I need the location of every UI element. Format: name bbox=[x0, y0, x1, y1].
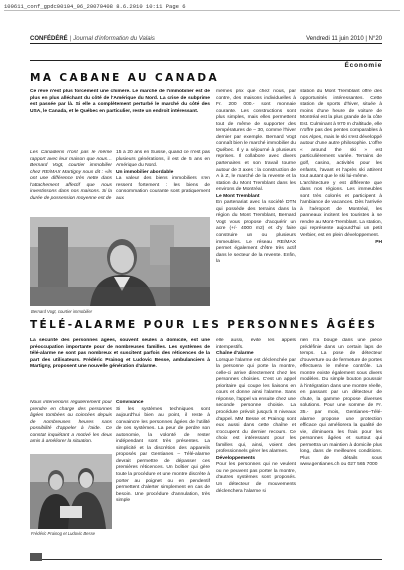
article1-column-3a-text: mêmes prix que chez nous, par contre, des maisons individuelles à Fr. 200 000.- sont monnaie courante. Les constructions sont plus simples, mais elles permettent tout de même de supporter des températures de – 30, comme l'hiver dernier par exemple. Bernard Vogt connaît bien le marché immobilier du Québec. Il y a séjourné à plusieurs reprises. Il collabore avec divers partenaires et son travail tourne autour de 3 axes : la construction de A à Z, le marché de la revente et la station du Mont Tremblant dans les environs de Montréal. bbox=[216, 89, 296, 193]
page-footer-rule bbox=[30, 559, 382, 560]
publication-name: CONFÉDÉRÉ bbox=[30, 36, 68, 42]
article1-column-1 bbox=[30, 150, 112, 214]
article1-column-3b-text: En partenariat avec la société DTN qui possède des terrains dans la région du Mont Tremblant, Bernard Vogt vous propose d'acquérir un acre (+/- 4000 m2) et d'y faire construire un ou plusieurs immeubles. Le réseau RE/MAX permet également d'être très actif dans le secteur de la revente. Enfin, la bbox=[216, 200, 296, 265]
article2-column-3a-text: elle aussi, évite les appels intempestifs. bbox=[216, 338, 296, 350]
photo-caption-prainog: Frédéric Prainog et Ludovic Besse bbox=[31, 531, 96, 536]
article2-column-4-text: rien n'a bougé dans une pièce prédéfinie dans un certain laps de temps. La pose de détecteur d'ouverture ou de fermeture de portes effectuera le même contrôle. La montre existe également sous divers modèles. Du simple bouton poussoir à l'intégration dans une montre réelle, en passant par un détecteur de chute, la gamme propose diverses solutions. Pour une somme de Fr. 35.- par mois, Gentianes–Télé-alarme propose une protection efficace qui améliorera la qualité de vie, diminuera les frais pour les personnes âgées et surtout qui permettra un maintien à domicile plus long, dans de meilleures conditions. Plus de détails sous www.gentianes.ch ou 027 565 7000 bbox=[300, 338, 382, 468]
article1-column-4a-text: station du Mont Tremblant offre des opportunités intéressantes. Cette station de sports d'hiver, située à moins d'une heure de voiture de Montréal est la plus grande de la côte Est. Culminant à 970 m d'altitude, elle n'offre pas des pentes comparables à nos Alpes, mais le ski s'est développé autour d'une autre philosophie. L'offre « around the ski » est particulièrement variée. Terrains de golf, casino, activités pour les enfants, l'avant et l'après ski attirent tout autant que le ski lui-même. bbox=[300, 89, 382, 180]
article1-subhead-tremblant: Le Mont Tremblant bbox=[216, 193, 260, 199]
page-header bbox=[30, 34, 382, 44]
article1-column-1-text: Les Canadiens n'ont pas le même rapport avec leur maison que nous… Bernard Vogt, courtier immobilier chez RE/MAX Martigny nous dit : «ils ont une différence très nette dans l'attachement affectif que nous investissons dans nos maisons. Si la durée de possession moyenne est de bbox=[30, 150, 112, 201]
article2-column-4 bbox=[300, 338, 382, 550]
article2-column-3 bbox=[216, 338, 296, 550]
article2-subhead-convivance: Convivance bbox=[116, 400, 144, 405]
article2-column-2-text: Si les systèmes techniques sont aujourd'hui bien au point, il reste à convaincre les personnes âgées de l'utilité de ces systèmes. La peur de perdre son autonomie, la volonté de rester indépendant sont très présentes. La simplicité et la discrétion des appareils proposés par Gentianes – Télé-alarme devrait permettre de dépasser ces premières réticences. Un boîtier qui gère toute la procédure et une montre discrète à porter au poignet ou en pendentif permettent d'alerter simplement en cas de besoin. Une procédure d'annulation, très simple bbox=[116, 406, 210, 504]
article1-lead bbox=[30, 89, 210, 148]
article2-column-2 bbox=[116, 400, 210, 550]
article1-column-2a-text: 15 à 20 ans en Suisse, quand ce n'est pas plusieurs générations, il est de 5 ans en Amérique du Nord. bbox=[116, 150, 210, 169]
photo-bernard-vogt bbox=[30, 217, 210, 306]
article-title-telealarme: TÉLÉ-ALARME POUR LES PERSONNES ÂGÉES bbox=[30, 319, 378, 331]
article2-column-1-text: Nous intervenons régulièrement pour prendre en charge des personnes âgées tombées ou coincées depuis de nombreuses heures sans possibilité d'appeler à l'aide. Ce constat inquiétant a motivé les deux amis à améliorer la situation. bbox=[30, 400, 112, 445]
publication-tagline: Journal d'information du Valais bbox=[73, 36, 155, 42]
article2-lead-text: La sécurité des personnes âgées, souvent seules à domicile, est une préoccupation importante pour de nombreuses familles. Les systèmes de télé-alarme ne sont pas nombreux et suscitent parfois des réticences de la part des utilisateurs. Frédéric Prainog et Ludovic Besse, ambulanciers à Martigny, proposent une nouvelle génération d'alarme. bbox=[30, 338, 210, 370]
article2-column-1 bbox=[30, 400, 112, 450]
photo-caption-vogt: Bernard Vogt, courtier immobilier bbox=[31, 309, 93, 314]
photo-prainog-besse bbox=[30, 454, 112, 529]
rubric-rule bbox=[30, 60, 382, 61]
header-separator: | bbox=[69, 36, 72, 42]
article2-column-3c-text: Pour les personnes qui ne veulent ou ne peuvent pas porter la montre, d'autres systèmes sont proposés. Un détecteur de mouvements déclenchera l'alarme si bbox=[216, 462, 296, 494]
photo-prainog-besse-image bbox=[30, 454, 112, 529]
article2-subhead-developpements: Développements bbox=[216, 455, 256, 461]
issue-date: Vendredi 11 juin 2010 | N°20 bbox=[306, 36, 382, 42]
article2-column-3b-text: Lorsque l'alarme est déclenchée par la personne qui porte la montre, celle-ci arrive directement chez les personnes choisies. C'est un appel prioritaire qui coupe les liaisons en cours et donne ainsi l'alarme. Sans réponse, l'appel va ensuite chez une seconde personne choisie. La procédure prévoit jusqu'à 8 niveaux d'appel. MM Besse et Prainog sont eux aussi dans cette chaîne et s'occupent du dernier recours. Ce choix est intéressant pour les familles qui, ainsi, voient des professionnels gérer les alarmes. bbox=[216, 357, 296, 455]
article2-lead bbox=[30, 338, 210, 398]
article-title-cabane: MA CABANE AU CANADA bbox=[30, 72, 219, 84]
section-rubric: Économie bbox=[344, 62, 382, 69]
print-slug: 100611_conf_gpdc00104_06_20070408 8.6.2010 10:11 Page 6 bbox=[4, 2, 400, 11]
photo-bernard-vogt-image bbox=[30, 217, 210, 306]
article2-subhead-chaine: Chaîne d'alarme bbox=[216, 351, 254, 357]
article1-column-2 bbox=[116, 150, 210, 214]
article1-lead-text: Ce rêve n'est plus forcément une chimère. Le marché de l'immobilier est de plus en plus alléchant du côté de l'Amérique du Nord. La crise de subprime est passée par là. Si elle a complètement perturbé le marché du côté des USA, le Canada, et le Québec en particulier, reste un endroit intéressant. bbox=[30, 89, 210, 114]
article1-column-4 bbox=[300, 89, 382, 312]
page-number-block bbox=[30, 553, 42, 561]
article1-signature: PH bbox=[375, 239, 382, 245]
article1-column-2b-text: La valeur des biens immobiliers s'en ressent fortement : les biens de consommation courante sont pratiquement aux bbox=[116, 176, 210, 201]
article1-column-3 bbox=[216, 89, 296, 312]
article1-column-4b-text: L'architecture y est différente que dans nos régions. Les immeubles sont très colorés et participent à l'ambiance de vacances. Dès l'arrivée à l'aéroport de Montréal, les panneaux incitent les touristes à se rendre au Mont-Tremblant. La station, qui représente aujourd'hui un petit Verbier, est en plein développement. bbox=[300, 180, 382, 239]
article1-subhead-abordable: Un immobilier abordable bbox=[116, 169, 174, 175]
